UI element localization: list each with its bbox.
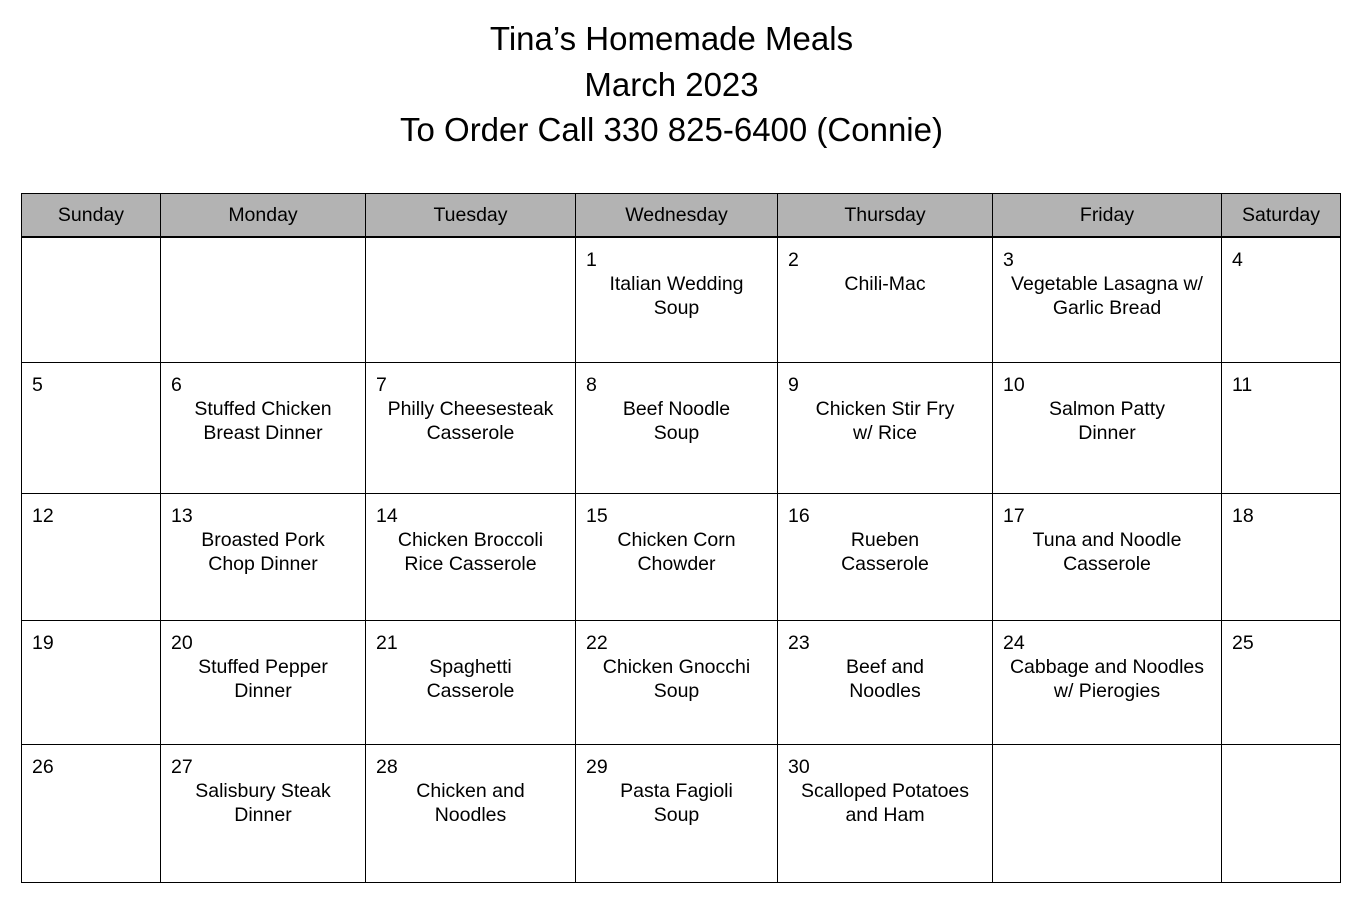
meal-name: Chicken Corn Chowder	[617, 529, 736, 575]
day-cell	[22, 621, 161, 745]
meal-name: Stuffed Pepper Dinner	[198, 656, 328, 702]
day-number: 7	[376, 374, 387, 396]
day-cell	[993, 621, 1222, 745]
day-number: 6	[171, 374, 182, 396]
day-number: 8	[586, 374, 597, 396]
meal-name: Spaghetti Casserole	[426, 656, 515, 702]
meal-name: Chicken and Noodles	[416, 780, 525, 826]
meal-name: Salmon Patty Dinner	[1049, 398, 1165, 444]
day-number: 24	[1003, 632, 1025, 654]
day-number: 23	[788, 632, 810, 654]
day-cell	[161, 237, 366, 363]
day-cell	[576, 237, 778, 363]
day-cell	[576, 621, 778, 745]
day-cell	[366, 494, 576, 621]
day-number	[22, 238, 160, 248]
day-cell	[1222, 745, 1341, 883]
week-row	[22, 745, 1341, 883]
weekday-header-row	[22, 194, 1341, 238]
day-cell	[993, 494, 1222, 621]
day-cell	[161, 494, 366, 621]
day-number	[1222, 745, 1340, 755]
day-cell	[366, 237, 576, 363]
meal-name: Pasta Fagioli Soup	[620, 780, 733, 826]
weekday-header-wednesday: Wednesday	[576, 194, 778, 238]
meal-name: Philly Cheesesteak Casserole	[387, 398, 554, 444]
page-header	[0, 16, 1343, 153]
day-cell	[576, 494, 778, 621]
meal-name: Salisbury Steak Dinner	[195, 780, 331, 826]
day-cell	[22, 237, 161, 363]
day-number: 5	[32, 374, 43, 396]
day-number: 25	[1232, 632, 1254, 654]
day-cell	[778, 363, 993, 494]
day-number: 14	[376, 505, 398, 527]
meal-name: Scalloped Potatoes and Ham	[800, 780, 970, 826]
page-title: Tina’s Homemade Meals	[489, 20, 854, 57]
day-cell	[1222, 621, 1341, 745]
day-cell	[1222, 494, 1341, 621]
day-cell	[366, 745, 576, 883]
meal-name: Broasted Pork Chop Dinner	[201, 529, 325, 575]
day-number: 10	[1003, 374, 1025, 396]
day-number	[161, 238, 365, 248]
day-number: 20	[171, 632, 193, 654]
week-row	[22, 494, 1341, 621]
day-cell	[22, 494, 161, 621]
meal-name: Tuna and Noodle Casserole	[1032, 529, 1182, 575]
day-number: 21	[376, 632, 398, 654]
meal-name: Beef and Noodles	[845, 656, 925, 702]
weekday-header-thursday: Thursday	[778, 194, 993, 238]
day-number: 16	[788, 505, 810, 527]
day-number: 17	[1003, 505, 1025, 527]
day-cell	[778, 621, 993, 745]
meal-calendar	[21, 193, 1341, 883]
day-cell	[366, 363, 576, 494]
meal-name: Chicken Broccoli Rice Casserole	[397, 529, 544, 575]
day-cell	[993, 745, 1222, 883]
day-number: 19	[32, 632, 54, 654]
weekday-header-monday: Monday	[161, 194, 366, 238]
day-number: 1	[586, 249, 597, 271]
week-row	[22, 621, 1341, 745]
day-number: 28	[376, 756, 398, 778]
day-number	[366, 238, 575, 248]
day-cell	[993, 237, 1222, 363]
weekday-header-saturday: Saturday	[1222, 194, 1341, 238]
day-number: 2	[788, 249, 799, 271]
day-number: 30	[788, 756, 810, 778]
meal-name: Italian Wedding Soup	[609, 273, 744, 319]
day-number	[993, 745, 1221, 755]
month-title: March 2023	[584, 65, 759, 103]
meal-name: Chicken Stir Fry w/ Rice	[815, 398, 955, 444]
day-number: 12	[32, 505, 54, 527]
day-number: 26	[32, 756, 54, 778]
day-number: 9	[788, 374, 799, 396]
day-cell	[778, 745, 993, 883]
day-number: 4	[1232, 249, 1243, 271]
meal-name: Stuffed Chicken Breast Dinner	[194, 398, 332, 444]
day-number: 13	[171, 505, 193, 527]
order-phone-line: To Order Call 330 825-6400 (Connie)	[400, 111, 943, 148]
meal-name: Rueben Casserole	[841, 529, 929, 575]
day-cell	[778, 237, 993, 363]
meal-name: Cabbage and Noodles w/ Pierogies	[1009, 656, 1205, 702]
day-cell	[22, 745, 161, 883]
weekday-header-sunday: Sunday	[22, 194, 161, 238]
day-cell	[576, 363, 778, 494]
meal-name: Vegetable Lasagna w/ Garlic Bread	[1011, 273, 1203, 319]
day-number: 29	[586, 756, 608, 778]
week-row	[22, 237, 1341, 363]
week-row	[22, 363, 1341, 494]
day-number: 27	[171, 756, 193, 778]
meal-name: Beef Noodle Soup	[622, 398, 731, 444]
day-cell	[993, 363, 1222, 494]
day-number: 15	[586, 505, 608, 527]
day-cell	[22, 363, 161, 494]
day-number: 11	[1232, 374, 1253, 396]
day-cell	[366, 621, 576, 745]
day-cell	[1222, 237, 1341, 363]
meal-name: Chicken Gnocchi Soup	[602, 656, 751, 702]
day-number: 3	[1003, 249, 1014, 271]
day-cell	[161, 621, 366, 745]
day-cell	[1222, 363, 1341, 494]
day-cell	[778, 494, 993, 621]
day-number: 18	[1232, 505, 1254, 527]
weekday-header-friday: Friday	[993, 194, 1222, 238]
day-number: 22	[586, 632, 608, 654]
meal-name: Chili-Mac	[844, 273, 926, 295]
day-cell	[576, 745, 778, 883]
day-cell	[161, 745, 366, 883]
weekday-header-tuesday: Tuesday	[366, 194, 576, 238]
day-cell	[161, 363, 366, 494]
